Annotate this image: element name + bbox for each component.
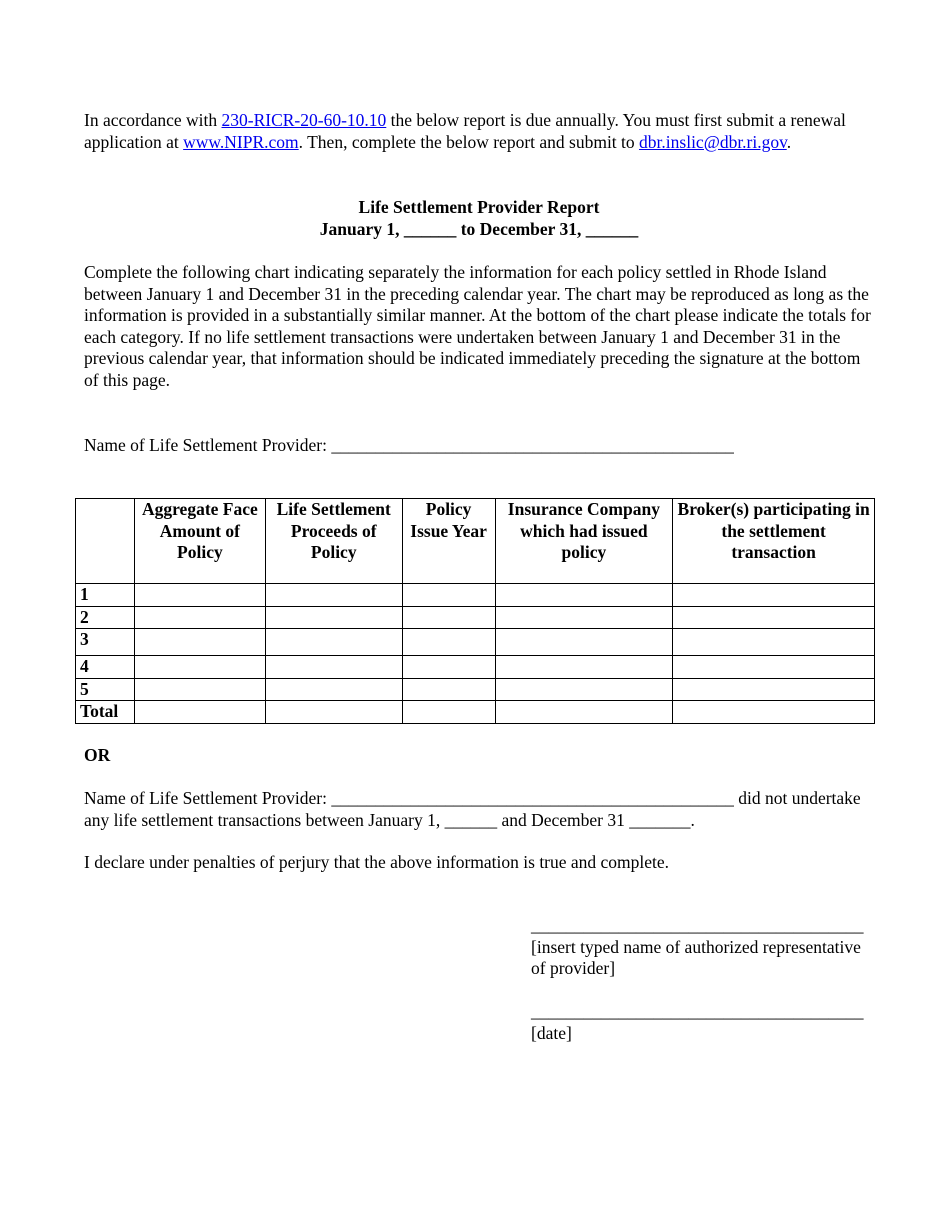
table-cell[interactable] xyxy=(673,629,875,656)
intro-text-4: . xyxy=(786,131,792,152)
table-cell[interactable] xyxy=(265,701,402,724)
table-cell[interactable] xyxy=(495,629,673,656)
table-cell[interactable] xyxy=(402,606,495,629)
table-cell[interactable] xyxy=(402,584,495,607)
table-cell[interactable] xyxy=(134,678,265,701)
table-cell[interactable] xyxy=(673,656,875,679)
row-label: 1 xyxy=(76,584,135,607)
settlement-table xyxy=(75,498,875,724)
table-header-row xyxy=(76,499,875,584)
table-cell[interactable] xyxy=(673,606,875,629)
provider-name-line: Name of Life Settlement Provider: ______________________________________________ xyxy=(84,435,734,455)
table-cell[interactable] xyxy=(134,629,265,656)
table-cell[interactable] xyxy=(673,701,875,724)
table-cell[interactable] xyxy=(673,678,875,701)
table-cell[interactable] xyxy=(134,606,265,629)
table-row xyxy=(76,629,875,656)
perjury-declaration: I declare under penalties of perjury that the above information is true and complete. xyxy=(84,852,670,872)
table-cell[interactable] xyxy=(265,656,402,679)
nipr-link[interactable]: www.NIPR.com xyxy=(183,131,299,152)
table-cell[interactable] xyxy=(402,629,495,656)
table-cell[interactable] xyxy=(265,629,402,656)
date-block xyxy=(531,1001,871,1044)
instructions-paragraph: Complete the following chart indicating separately the information for each policy settled in Rhode Island between January 1 and December 31 in the preceding calendar year. The chart may be reproduced as long as the information is provided in a substantially similar manner. At the bottom of the chart please indicate the totals for each category. If no life settlement transactions were undertaken between January 1 and December 31 in the previous calendar year, that information should be indicated immediately preceding the signature at the bottom of this page. xyxy=(84,262,871,390)
table-row xyxy=(76,606,875,629)
row-label: 4 xyxy=(76,656,135,679)
header-aggregate-face-amount: Aggregate Face Amount of Policy xyxy=(134,499,265,584)
table-cell[interactable] xyxy=(402,701,495,724)
table-cell[interactable] xyxy=(265,606,402,629)
row-label: 5 xyxy=(76,678,135,701)
report-title xyxy=(84,197,874,240)
intro-text-2: the below report is due annually. You must first submit a renewal application at xyxy=(84,110,846,152)
signature-name-caption: [insert typed name of authorized representative of provider] xyxy=(531,936,861,978)
table-total-row xyxy=(76,701,875,724)
table-cell[interactable] xyxy=(134,584,265,607)
header-brokers: Broker(s) participating in the settlement transaction xyxy=(673,499,875,584)
email-link[interactable]: dbr.inslic@dbr.ri.gov xyxy=(639,131,787,152)
row-label: 3 xyxy=(76,629,135,656)
table-row xyxy=(76,584,875,607)
table-cell[interactable] xyxy=(495,701,673,724)
table-cell[interactable] xyxy=(495,656,673,679)
table-cell[interactable] xyxy=(495,678,673,701)
or-label: OR xyxy=(84,745,111,765)
intro-paragraph xyxy=(84,110,874,153)
table-cell[interactable] xyxy=(402,656,495,679)
table-cell[interactable] xyxy=(495,584,673,607)
table-cell[interactable] xyxy=(402,678,495,701)
header-row-number xyxy=(76,499,135,584)
intro-text-1: In accordance with xyxy=(84,110,222,130)
table-row xyxy=(76,678,875,701)
report-page xyxy=(80,110,874,1043)
no-transactions-statement: Name of Life Settlement Provider: ______________________________________________ did not undertake any life settlement transactions between January 1, ______ and December 31 _______. xyxy=(84,788,861,830)
signature-block xyxy=(531,915,871,980)
table-cell[interactable] xyxy=(265,678,402,701)
report-title-line1: Life Settlement Provider Report xyxy=(358,197,600,217)
table-cell[interactable] xyxy=(495,606,673,629)
signature-line: ______________________________________ xyxy=(531,915,864,935)
table-cell[interactable] xyxy=(265,584,402,607)
date-caption: [date] xyxy=(531,1022,572,1043)
header-settlement-proceeds: Life Settlement Proceeds of Policy xyxy=(265,499,402,584)
report-period-line: January 1, ______ to December 31, ______ xyxy=(319,218,639,239)
regulation-link[interactable]: 230-RICR-20-60-10.10 xyxy=(221,110,387,130)
table-cell[interactable] xyxy=(673,584,875,607)
header-insurance-company: Insurance Company which had issued policy xyxy=(495,499,673,584)
date-line: ______________________________________ xyxy=(531,1001,864,1021)
table-cell[interactable] xyxy=(134,701,265,724)
intro-text-3: . Then, complete the below report and submit to xyxy=(298,131,640,152)
total-row-label: Total xyxy=(76,701,135,724)
row-label: 2 xyxy=(76,606,135,629)
table-cell[interactable] xyxy=(134,656,265,679)
table-row xyxy=(76,656,875,679)
header-policy-issue-year: Policy Issue Year xyxy=(402,499,495,584)
